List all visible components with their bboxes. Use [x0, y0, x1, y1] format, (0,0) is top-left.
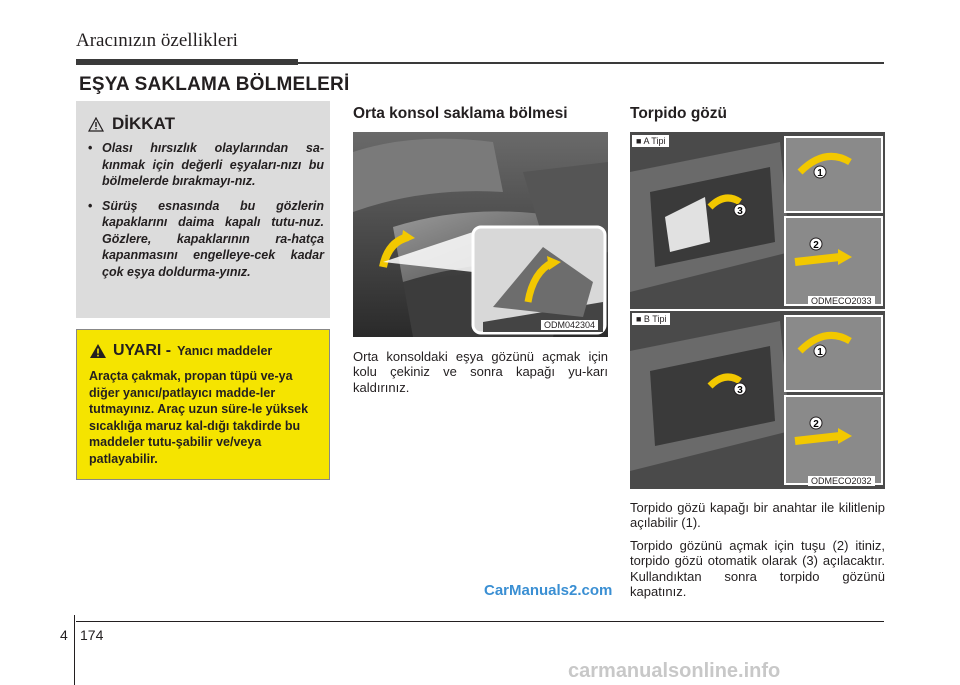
warning-box	[76, 329, 330, 480]
caution-item: • Olası hırsızlık olaylarından sa-kınmak için değerli eşyaları-nızı bu bölmelerde bırakmayı-nız.	[88, 141, 324, 188]
type-a-label: ■ A Tipi	[632, 135, 669, 147]
page-number: 174	[80, 627, 104, 643]
section-title: EŞYA SAKLAMA BÖLMELERİ	[79, 74, 350, 95]
callout-1: 1	[817, 168, 823, 179]
console-title: Orta konsol saklama bölmesi	[353, 105, 568, 122]
warning-text: Araçta çakmak, propan tüpü ve-ya diğer yanıcı/patlayıcı madde-ler tutmayınız. Araç uzun süre-le yüksek sıcaklığa maruz kal-dığı takdirde bu maddeler tutu-şabilir ve/veya patlayabilir.	[89, 369, 309, 466]
console-text: Orta konsoldaki eşya gözünü açmak için kolu çekiniz ve sonra kapağı yu-karı kaldırınız.	[353, 349, 608, 395]
callout-2: 2	[813, 240, 819, 251]
caution-list	[88, 140, 324, 288]
callout-3: 3	[737, 385, 743, 396]
glovebox-text-2: Torpido gözünü açmak için tuşu (2) itiniz, torpido gözü otomatik olarak (3) açılacaktır. Kullandıktan sonra torpido gözünü kapatınız.	[630, 538, 885, 599]
glovebox-title: Torpido gözü	[630, 105, 727, 122]
chapter-number: 4	[60, 627, 68, 643]
console-image-code: ODM042304	[541, 320, 598, 330]
callout-1: 1	[817, 347, 823, 358]
type-b-image-code: ODMECO2032	[808, 476, 875, 486]
running-header: Aracınızın özellikleri	[76, 30, 238, 51]
watermark-link[interactable]: CarManuals2.com	[484, 582, 613, 599]
console-illustration	[353, 132, 608, 337]
callout-3: 3	[737, 206, 743, 217]
glovebox-type-b-illustration	[630, 311, 885, 489]
caution-item: • Sürüş esnasında bu gözlerin kapaklarını daima kapalı tutu-nuz. Gözlere, kapaklarının ra-hatça kapanmasını engelleye-cek kadar çok eşya doldurma-yınız.	[88, 198, 324, 279]
caution-box	[76, 101, 330, 318]
type-a-image-code: ODMECO2033	[808, 296, 875, 306]
warning-title: UYARI -	[113, 342, 172, 359]
warning-heading	[89, 342, 272, 360]
footer-divider	[74, 615, 75, 685]
callout-2: 2	[813, 419, 819, 430]
glovebox-type-a-illustration	[630, 132, 885, 309]
warning-subtitle: Yanıcı maddeler	[177, 344, 273, 358]
header-rule-thick	[76, 59, 298, 65]
caution-heading	[88, 114, 175, 134]
watermark-footer: carmanualsonline.info	[568, 660, 781, 682]
warning-triangle-filled-icon	[89, 343, 107, 359]
glovebox-text-1: Torpido gözü kapağı bir anahtar ile kilitlenip açılabilir (1).	[630, 500, 885, 531]
header-rule-thin	[298, 62, 884, 64]
footer-rule	[76, 621, 884, 622]
warning-triangle-icon	[88, 117, 104, 132]
type-b-label: ■ B Tipi	[632, 313, 670, 325]
caution-title: DİKKAT	[112, 114, 175, 133]
